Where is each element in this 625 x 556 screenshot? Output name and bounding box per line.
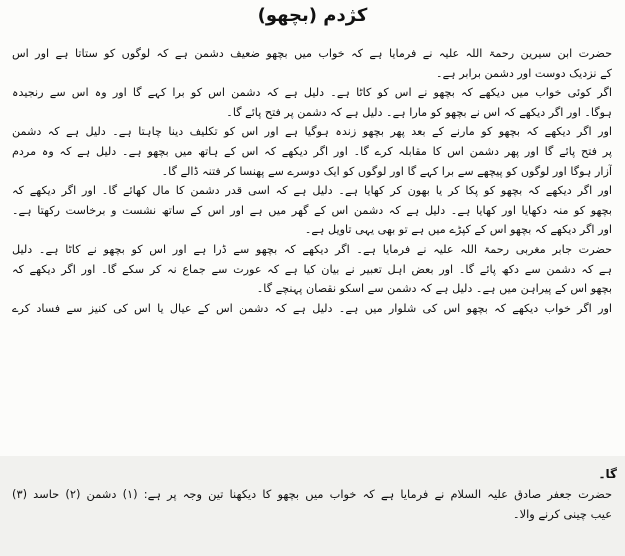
text-line: ہے کہ دشمن سے دکھ پائے گا۔ اور بعض اہل تعبیر نے بیان کیا ہے کہ عورت سے جماع نہ کر سکے گا۔ اور اگر دیکھے کہ: [12, 262, 612, 276]
text-line: حضرت جعفر صادق علیہ السلام نے فرمایا ہے کہ خواب میں بچھو کا دیکھنا تین وجہ پر ہے: (۱) دشمن (۲) حاسد (۳): [12, 487, 612, 501]
text-line: کے نزدیک دوست اور دشمن برابر ہے۔: [436, 66, 612, 80]
main-text-block: [12, 44, 612, 318]
text-line: اور اگر دیکھے کہ بچھو کو مارنے کے بعد پھر بچھو زندہ ہوگیا ہے اور اس کو تکلیف دینا چاہتا ہے۔ دلیل ہے کہ دشمن: [12, 125, 612, 139]
text-line: اور اگر خواب دیکھے کہ بچھو اس کی شلوار میں ہے۔ دلیل ہے کہ دشمن اس کے عیال یا اس کی کنیز سے فساد کرے: [12, 301, 612, 315]
page-heading: کژدم (بچھو): [257, 5, 368, 26]
lower-text-block: [12, 484, 612, 524]
continued-line-tail: گا۔: [598, 467, 617, 481]
text-line: بچھو اس کے پیراہن میں ہے۔ دلیل ہے کہ دشمن سے اسکو نقصان پہنچے گا۔: [256, 282, 612, 296]
text-line: آزار ہوگا اور لوگوں کو پیچھے سے برا کہے گا اور لوگوں کو ایک دوسرے سے پھنسا کر فتنہ ڈالے گا۔: [161, 164, 612, 178]
text-line: بچھو کو منہ دکھایا اور کھایا ہے۔ دلیل ہے کہ دشمن اس کے گھر میں ہے اور اس کے ساتھ نشست و برخاست رکھتا ہے۔: [12, 203, 612, 217]
text-line: حضرت ابن سیرین رحمۃ اللہ علیہ نے فرمایا ہے کہ خواب میں بچھو ضعیف دشمن ہے کہ لوگوں کو ستاتا ہے اور اس: [12, 47, 612, 60]
text-line: اور اگر دیکھے کہ بچھو اس کے کپڑے میں ہے تو بھی یہی تاویل ہے۔: [304, 223, 612, 237]
text-line: اگر کوئی خواب میں دیکھے کہ بچھو نے اس کو کاٹا ہے۔ دلیل ہے کہ دشمن اس کو برا کہے گا اور وہ اس سے رنجیدہ: [12, 86, 612, 100]
text-line: ہوگا۔ اور اگر دیکھے کہ اس نے بچھو کو مارا ہے۔ دلیل ہے کہ دشمن پر فتح پائے گا۔: [226, 105, 612, 119]
text-line: عیب چینی کرنے والا۔: [512, 507, 612, 521]
text-line: پر فتح پائے گا اور پھر دشمن اس کا مقابلہ کرے گا۔ اور اگر دیکھے کہ اس کے ہاتھ میں بچھو ہے۔ دلیل ہے کہ وہ مردم: [12, 144, 612, 158]
text-line: اور اگر دیکھے کہ بچھو کو پکا کر یا بھون کر کھایا ہے۔ دلیل ہے کہ اسی قدر دشمن کا مال کھائے گا۔ اور اگر دیکھے کہ: [12, 184, 612, 198]
text-line: حضرت جابر مغربی رحمۃ اللہ علیہ نے فرمایا ہے۔ اگر دیکھے کہ بچھو سے ڈرا ہے اور اس کو بچھو نے کاٹا ہے۔ دلیل: [12, 242, 612, 256]
